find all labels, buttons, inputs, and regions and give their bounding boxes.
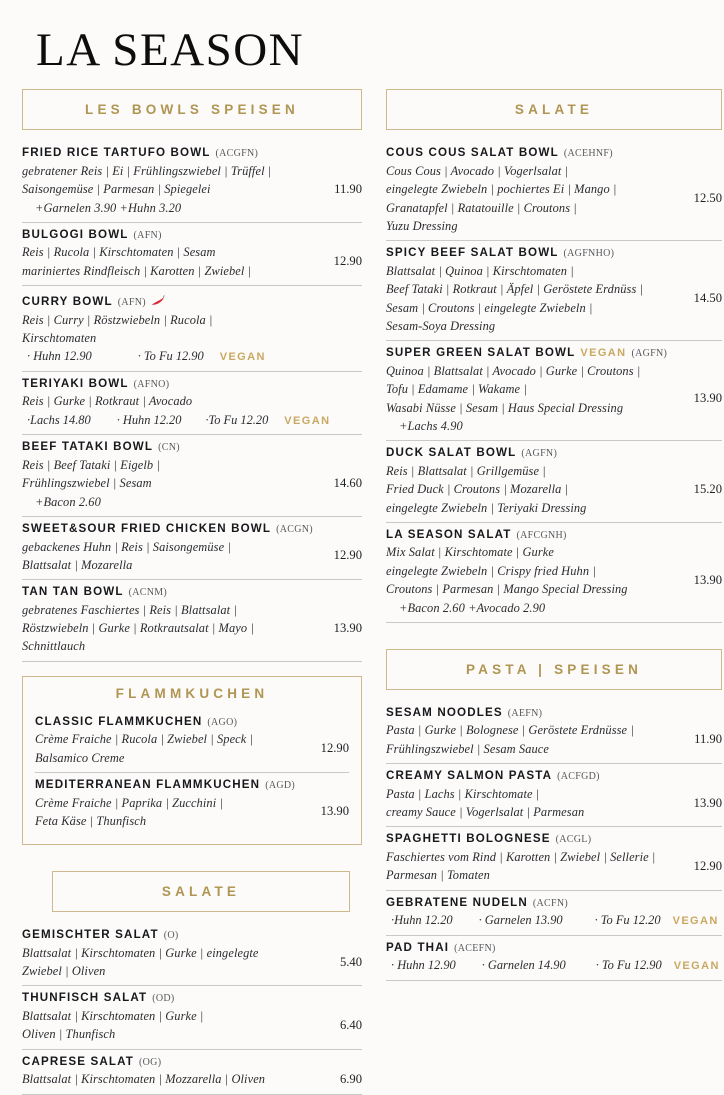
section-title-salate: SALATE <box>514 102 594 118</box>
menu-item-name: SPAGHETTI BOLOGNESE <box>386 832 551 846</box>
allergen-code: (ACGL) <box>555 834 592 846</box>
allergen-code: (AFN) <box>133 229 162 241</box>
menu-item-description <box>22 162 316 217</box>
option-1[interactable]: · To Fu 12.90 <box>137 349 204 364</box>
menu-item-price: 13.90 <box>693 795 722 810</box>
menu-item-body <box>22 392 362 410</box>
menu-item-name: TAN TAN BOWL <box>22 585 124 599</box>
menu-item-header <box>386 446 722 461</box>
description-line: Reis | Rucola | Kirschtomaten | Sesam <box>22 245 216 260</box>
menu-item-name: CURRY BOWL <box>22 295 113 309</box>
section-les-bowls-speisen-left <box>22 89 362 661</box>
menu-item-price: 13.90 <box>693 572 722 587</box>
menu-item-body <box>35 730 349 767</box>
menu-item-duck-salat-bowl[interactable] <box>386 441 722 523</box>
allergen-code: (AEFN) <box>507 707 543 719</box>
menu-item-super-green-salat-bowl[interactable] <box>386 341 722 441</box>
allergen-code: (O) <box>163 930 179 942</box>
menu-item-price: 13.90 <box>320 804 349 819</box>
menu-item-name: LA SEASON SALAT <box>386 527 512 541</box>
menu-item-price: 15.20 <box>693 481 722 496</box>
menu-item-price: 12.50 <box>693 191 722 206</box>
right-column <box>386 89 722 980</box>
menu-item-header <box>22 291 362 310</box>
menu-item-header <box>22 146 362 161</box>
description-line: gebratener Reis | Ei | Frühlingszwiebel | Trüffel | <box>22 163 272 178</box>
description-line: Beef Tataki | Rotkraut | Äpfel | Geröstete Erdnüss | <box>386 282 644 297</box>
description-line: +Lachs 4.90 <box>399 419 463 434</box>
menu-item-bulgogi-bowl[interactable] <box>22 223 362 286</box>
menu-item-description <box>35 794 303 831</box>
description-line: Blattsalat | Kirschtomaten | Gurke | <box>22 1008 204 1023</box>
option-2[interactable]: · To Fu 12.20 <box>594 913 661 928</box>
menu-item-name: FRIED RICE TARTUFO BOWL <box>22 146 211 160</box>
menu-item-price: 6.40 <box>339 1017 362 1032</box>
allergen-code: (ACFN) <box>532 897 568 909</box>
menu-item-name: DUCK SALAT BOWL <box>386 446 517 460</box>
description-line: Pasta | Gurke | Bolognese | Geröstete Erdnüsse | <box>386 723 634 738</box>
description-line: gebratenes Faschiertes | Reis | Blattsalat | <box>22 602 237 617</box>
vegan-badge: VEGAN <box>580 347 627 360</box>
menu-item-description <box>35 730 303 767</box>
menu-item-name: THUNFISCH SALAT <box>22 991 148 1005</box>
allergen-code: (AGFNHO) <box>563 248 615 260</box>
description-line: Zwiebel | Oliven <box>22 964 106 979</box>
menu-item-description <box>22 1070 316 1088</box>
left-column <box>22 89 362 1094</box>
menu-item-body <box>386 362 722 435</box>
menu-item-options <box>386 956 722 975</box>
option-0[interactable]: · Huhn 12.90 <box>391 958 456 973</box>
menu-item-gebratene-nudeln[interactable] <box>386 891 722 936</box>
vegan-badge: VEGAN <box>672 915 719 928</box>
menu-item-price: 14.50 <box>693 291 722 305</box>
menu-item-price: 12.90 <box>333 254 362 269</box>
option-0[interactable]: ·Huhn 12.20 <box>391 913 453 928</box>
allergen-code: (AFCGNH) <box>516 529 567 541</box>
description-line: gebackenes Huhn | Reis | Saisongemüse | <box>22 539 231 554</box>
menu-item-cous-cous-salat-bowl[interactable] <box>386 141 722 241</box>
menu-item-body <box>386 543 722 616</box>
option-0[interactable]: · Huhn 12.90 <box>27 349 92 364</box>
menu-item-header <box>22 522 362 537</box>
description-line: eingelegte Zwiebeln | Teriyaki Dressing <box>386 500 587 515</box>
menu-item-pad-thai[interactable] <box>386 936 722 981</box>
menu-item-description <box>22 456 316 511</box>
chili-pepper-icon <box>151 292 165 303</box>
menu-item-price: 12.90 <box>693 858 722 873</box>
section-title-les-bowls-speisen: LES BOWLS SPEISEN <box>85 102 299 118</box>
menu-item-description <box>386 721 676 758</box>
description-line: Faschiertes vom Rind | Karotten | Zwiebel | Sellerie | <box>386 849 656 864</box>
menu-item-description <box>22 1007 316 1044</box>
menu-item-price: 11.90 <box>694 732 722 747</box>
description-line: Mix Salat | Kirschtomate | Gurke <box>386 545 554 560</box>
description-line: +Bacon 2.60 +Avocado 2.90 <box>399 600 546 615</box>
description-line: Blattsalat | Mozarella <box>22 557 133 572</box>
allergen-code: (AGFN) <box>631 348 668 360</box>
menu-item-name: GEMISCHTER SALAT <box>22 928 159 942</box>
description-line: Pasta | Lachs | Kirschtomate | <box>386 786 540 801</box>
menu-item-header <box>386 832 722 847</box>
option-1[interactable]: · Huhn 12.20 <box>116 412 182 427</box>
description-line: Parmesan | Tomaten <box>386 868 490 883</box>
menu-item-name: SPICY BEEF SALAT BOWL <box>386 246 559 260</box>
menu-item-price: 11.90 <box>334 181 362 196</box>
menu-item-name: GEBRATENE NUDELN <box>386 895 528 909</box>
section-title-flammkuchen: FLAMMKUCHEN <box>115 685 269 701</box>
menu-item-body <box>22 311 362 348</box>
menu-item-price: 14.60 <box>333 475 362 490</box>
menu-item-options <box>386 911 722 930</box>
menu-item-description <box>386 785 676 822</box>
description-line: Schnittlauch <box>22 639 86 654</box>
description-line: Fried Duck | Croutons | Mozarella | <box>386 482 569 497</box>
menu-item-body <box>386 162 722 235</box>
description-line: Oliven | Thunfisch <box>22 1027 116 1042</box>
menu-item-body <box>22 1007 362 1044</box>
section-salate-left <box>22 871 362 1094</box>
section-flammkuchen <box>22 676 362 845</box>
menu-item-header <box>22 228 362 243</box>
menu-item-price: 13.90 <box>333 620 362 635</box>
allergen-code: (ACFGD) <box>557 771 600 783</box>
menu-item-body <box>22 538 362 575</box>
allergen-code: (ACEHNF) <box>563 148 613 160</box>
section-pasta-speisen-right <box>386 649 722 981</box>
description-line: Crème Fraiche | Paprika | Zucchini | <box>35 795 223 810</box>
menu-item-header <box>386 896 722 911</box>
menu-item-curry-bowl[interactable] <box>22 286 362 372</box>
menu-item-header <box>22 440 362 455</box>
menu-item-body <box>35 794 349 831</box>
description-line: Blattsalat | Kirschtomaten | Gurke | eingelegte <box>22 945 259 960</box>
description-line: Crème Fraiche | Rucola | Zwiebel | Speck | <box>35 732 254 747</box>
menu-item-spaghetti-bolognese[interactable] <box>386 827 722 890</box>
option-0[interactable]: ·Lachs 14.80 <box>27 412 91 427</box>
option-2[interactable]: · To Fu 12.90 <box>595 958 662 973</box>
menu-item-name: PAD THAI <box>386 940 450 954</box>
section-salate-right <box>386 89 722 623</box>
menu-item-description <box>386 262 676 335</box>
menu-item-body <box>22 944 362 981</box>
description-line: Sesam-Soya Dressing <box>386 318 496 333</box>
description-line: Yuzu Dressing <box>386 218 458 233</box>
menu-item-header <box>386 246 722 261</box>
description-line: mariniertes Rindfleisch | Karotten | Zwiebel | <box>22 263 252 278</box>
menu-item-header <box>386 941 722 956</box>
menu-item-body <box>386 785 722 822</box>
menu-item-price: 13.90 <box>693 391 722 406</box>
menu-item-body <box>386 721 722 758</box>
section-header-salate <box>386 89 722 130</box>
description-line: Croutons | Parmesan | Mango Special Dressing <box>386 582 628 597</box>
menu-item-header <box>386 146 722 161</box>
menu-item-description <box>386 462 676 517</box>
menu-item-name: SWEET&SOUR FRIED CHICKEN BOWL <box>22 522 272 536</box>
allergen-code: (ACNM) <box>128 587 168 599</box>
menu-item-header <box>386 769 722 784</box>
menu-item-options <box>22 411 362 430</box>
description-line: Cous Cous | Avocado | Vogerlsalat | <box>386 163 569 178</box>
menu-item-header <box>386 706 722 721</box>
menu-item-body <box>22 456 362 511</box>
menu-item-header <box>35 715 349 730</box>
description-line: Röstzwiebeln | Gurke | Rotkrautsalat | Mayo | <box>22 621 254 636</box>
menu-item-name: SESAM NOODLES <box>386 705 503 719</box>
description-line: Saisongemüse | Parmesan | Spiegelei <box>22 182 211 197</box>
description-line: Frühlingszwiebel | Sesam <box>22 476 152 491</box>
allergen-code: (AFN) <box>117 297 146 309</box>
description-line: Sesam | Croutons | eingelegte Zwiebeln | <box>386 300 593 315</box>
menu-item-description <box>22 944 316 981</box>
description-line: +Garnelen 3.90 +Huhn 3.20 <box>35 200 182 215</box>
menu-item-la-season-salat[interactable] <box>386 523 722 623</box>
allergen-code: (OG) <box>139 1056 162 1068</box>
description-line: eingelegte Zwiebeln | Crispy fried Huhn | <box>386 563 596 578</box>
option-1[interactable]: · Garnelen 13.90 <box>478 913 563 928</box>
menu-item-creamy-salmon-pasta[interactable] <box>386 764 722 827</box>
vegan-badge: VEGAN <box>219 351 266 364</box>
section-header-pasta-speisen <box>386 649 722 690</box>
menu-columns <box>0 75 724 1094</box>
allergen-code: (CN) <box>158 442 180 454</box>
menu-item-tan-tan-bowl[interactable] <box>22 580 362 662</box>
allergen-code: (AFNO) <box>133 378 170 390</box>
menu-item-body <box>386 848 722 885</box>
menu-item-body <box>22 162 362 217</box>
section-title-salate: SALATE <box>161 884 241 900</box>
menu-item-description <box>386 848 676 885</box>
allergen-code: (ACGFN) <box>215 148 259 160</box>
description-line: Reis | Gurke | Rotkraut | Avocado <box>22 394 193 409</box>
menu-item-body <box>22 1070 362 1088</box>
menu-item-header <box>22 991 362 1006</box>
description-line: creamy Sauce | Vogerlsalat | Parmesan <box>386 805 585 819</box>
menu-item-name: CAPRESE SALAT <box>22 1054 135 1068</box>
menu-item-body <box>22 243 362 280</box>
menu-item-caprese-salat[interactable] <box>22 1050 362 1095</box>
description-line: Quinoa | Blattsalat | Avocado | Gurke | Croutons | <box>386 363 641 378</box>
option-1[interactable]: · Garnelen 14.90 <box>481 958 566 973</box>
menu-item-price: 12.90 <box>333 548 362 563</box>
menu-item-body <box>386 262 722 335</box>
menu-item-name: SUPER GREEN SALAT BOWL <box>386 346 576 360</box>
menu-item-thunfisch-salat[interactable] <box>22 986 362 1049</box>
option-2[interactable]: ·To Fu 12.20 <box>205 412 269 427</box>
menu-item-header <box>386 528 722 543</box>
menu-item-price: 6.90 <box>339 1071 362 1086</box>
menu-item-description <box>22 311 316 348</box>
menu-item-name: CLASSIC FLAMMKUCHEN <box>35 714 203 728</box>
menu-item-classic-flammkuchen[interactable] <box>35 710 349 773</box>
menu-item-header <box>22 585 362 600</box>
menu-item-options <box>22 347 362 366</box>
description-line: Reis | Blattsalat | Grillgemüse | <box>386 463 546 478</box>
description-line: Reis | Curry | Röstzwiebeln | Rucola | <box>22 312 213 327</box>
description-line: Wasabi Nüsse | Sesam | Haus Special Dressing <box>386 400 624 415</box>
description-line: Frühlingszwiebel | Sesam Sauce <box>386 741 549 756</box>
menu-item-name: BULGOGI BOWL <box>22 227 129 241</box>
description-line: eingelegte Zwiebeln | pochiertes Ei | Mango | <box>386 182 617 197</box>
menu-item-description <box>22 243 316 280</box>
menu-item-name: TERIYAKI BOWL <box>22 376 129 390</box>
menu-item-name: CREAMY SALMON PASTA <box>386 769 553 783</box>
section-header-les-bowls-speisen <box>22 89 362 130</box>
menu-item-teriyaki-bowl[interactable] <box>22 372 362 435</box>
menu-item-name: BEEF TATAKI BOWL <box>22 440 154 454</box>
allergen-code: (AGD) <box>265 780 296 792</box>
menu-item-gemischter-salat[interactable] <box>22 923 362 986</box>
menu-item-body <box>386 462 722 517</box>
menu-item-header <box>386 346 722 361</box>
page-title: LA SEASON <box>36 24 305 76</box>
description-line: +Bacon 2.60 <box>35 494 101 509</box>
menu-item-header <box>22 928 362 943</box>
menu-item-description <box>22 538 316 575</box>
allergen-code: (ACEFN) <box>454 942 496 954</box>
menu-item-header <box>22 377 362 392</box>
menu-item-description <box>386 362 676 435</box>
menu-item-header <box>22 1055 362 1070</box>
menu-item-sesam-noodles[interactable] <box>386 701 722 764</box>
menu-item-name: MEDITERRANEAN FLAMMKUCHEN <box>35 778 261 792</box>
menu-item-mediterranean-flammkuchen[interactable] <box>35 773 349 835</box>
allergen-code: (AGO) <box>207 716 238 728</box>
description-line: Feta Käse | Thunfisch <box>35 813 147 828</box>
vegan-badge: VEGAN <box>673 960 720 973</box>
menu-item-spicy-beef-salat-bowl[interactable] <box>386 241 722 341</box>
menu-item-body <box>22 601 362 656</box>
allergen-code: (OD) <box>152 993 175 1005</box>
menu-item-name: COUS COUS SALAT BOWL <box>386 146 559 160</box>
menu-item-sweet-sour-fried-chicken-bowl[interactable] <box>22 517 362 580</box>
menu-item-description <box>386 162 676 235</box>
menu-item-description <box>22 601 316 656</box>
description-line: Tofu | Edamame | Wakame | <box>386 382 527 397</box>
section-header-salate <box>52 871 350 912</box>
description-line: Balsamico Creme <box>35 750 125 765</box>
description-line: Reis | Beef Tataki | Eigelb | <box>22 457 160 472</box>
section-title-pasta-speisen: PASTA | SPEISEN <box>465 661 643 677</box>
vegan-badge: VEGAN <box>284 414 331 427</box>
menu-item-beef-tataki-bowl[interactable] <box>22 435 362 517</box>
description-line: Granatapfel | Ratatouille | Croutons | <box>386 200 577 215</box>
allergen-code: (AGFN) <box>521 448 558 460</box>
description-line: Blattsalat | Quinoa | Kirschtomaten | <box>386 263 574 278</box>
menu-item-header <box>35 778 349 793</box>
menu-item-fried-rice-tartufo-bowl[interactable] <box>22 141 362 223</box>
menu-item-price: 12.90 <box>320 741 349 756</box>
menu-item-description <box>22 392 316 410</box>
description-line: Blattsalat | Kirschtomaten | Mozzarella | Oliven <box>22 1072 266 1087</box>
allergen-code: (ACGN) <box>276 524 313 536</box>
description-line: Kirschtomaten <box>22 331 97 345</box>
menu-item-price: 5.40 <box>339 954 362 969</box>
menu-item-description <box>386 543 676 616</box>
